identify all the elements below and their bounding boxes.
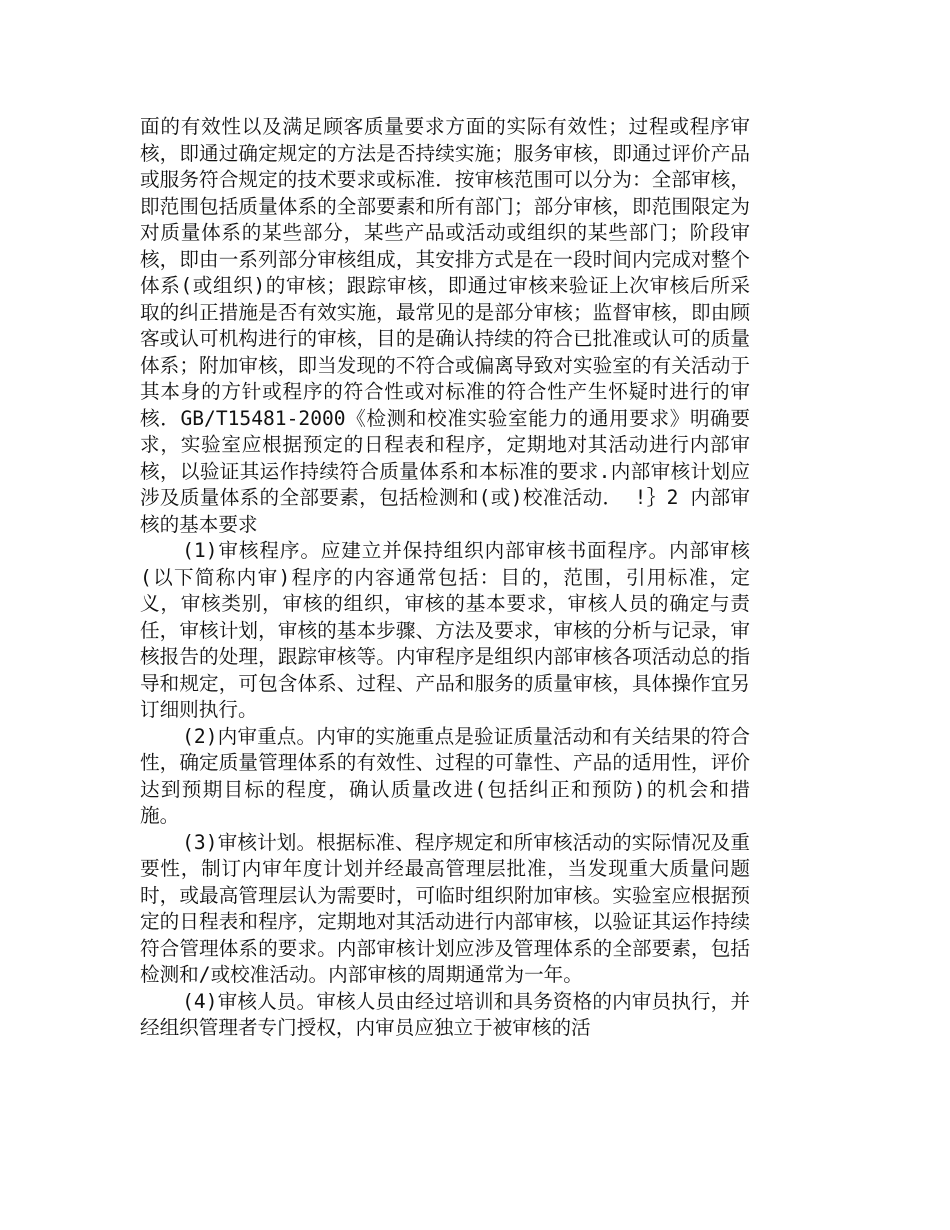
paragraph-audit-focus: (2)内审重点。内审的实施重点是验证质量活动和有关结果的符合性，确定质量管理体系的有效性、过程的可靠性、产品的适用性，评价达到预期目标的程度，确认质量改进(包括纠正和预防)的机会和措施。 [140,724,750,827]
paragraph-audit-types: 面的有效性以及满足顾客质量要求方面的实际有效性；过程或程序审核，即通过确定规定的方法是否持续实施；服务审核，即通过评价产品或服务符合规定的技术要求或标准．按审核范围可以分为：全部审核，即范围包括质量体系的全部要素和所有部门；部分审核，即范围限定为对质量体系的某些部分，某些产品或活动或组织的某些部门；阶段审核，即由一系列部分审核组成，其安排方式是在一段时间内完成对整个体系(或组织)的审核；跟踪审核，即通过审核来验证上次审核后所采取的纠正措施是否有效实施，最常见的是部分审核；监督审核，即由顾客或认可机构进行的审核，目的是确认持续的符合已批准或认可的质量体系；附加审核，即当发现的不符合或偏离导致对实验室的有关活动于其本身的方针或程序的符合性或对标准的符合性产生怀疑时进行的审核．GB/T15481-2000《检测和校准实验室能力的通用要求》明确要求，实验室应根据预定的日程表和程序，定期地对其活动进行内部审核，以验证其运作持续符合质量体系和本标准的要求.内部审核计划应涉及质量体系的全部要素，包括检测和(或)校准活动． !｝2 内部审核的基本要求 [140,115,750,536]
paragraph-audit-plan: (3)审核计划。根据标准、程序规定和所审核活动的实际情况及重要性，制订内审年度计划并经最高管理层批准，当发现重大质量问题时，或最高管理层认为需要时，可临时组织附加审核。实验室应根据预定的日程表和程序，定期地对其活动进行内部审核，以验证其运作持续符合管理体系的要求。内部审核计划应涉及管理体系的全部要素，包括检测和/或校准活动。内部审核的周期通常为一年。 [140,830,750,986]
paragraph-audit-procedure: (1)审核程序。应建立并保持组织内部审核书面程序。内部审核(以下简称内审)程序的内容通常包括：目的，范围，引用标准，定义，审核类别，审核的组织，审核的基本要求，审核人员的确定与责任，审核计划，审核的基本步骤、方法及要求，审核的分析与记录，审核报告的处理，跟踪审核等。内审程序是组织内部审核各项活动总的指导和规定，可包含体系、过程、产品和服务的质量审核，具体操作宜另订细则执行。 [140,539,750,721]
paragraph-audit-personnel: (4)审核人员。审核人员由经过培训和具务资格的内审员执行，并经组织管理者专门授权，内审员应独立于被审核的活 [140,989,750,1039]
document-page [140,114,750,1042]
